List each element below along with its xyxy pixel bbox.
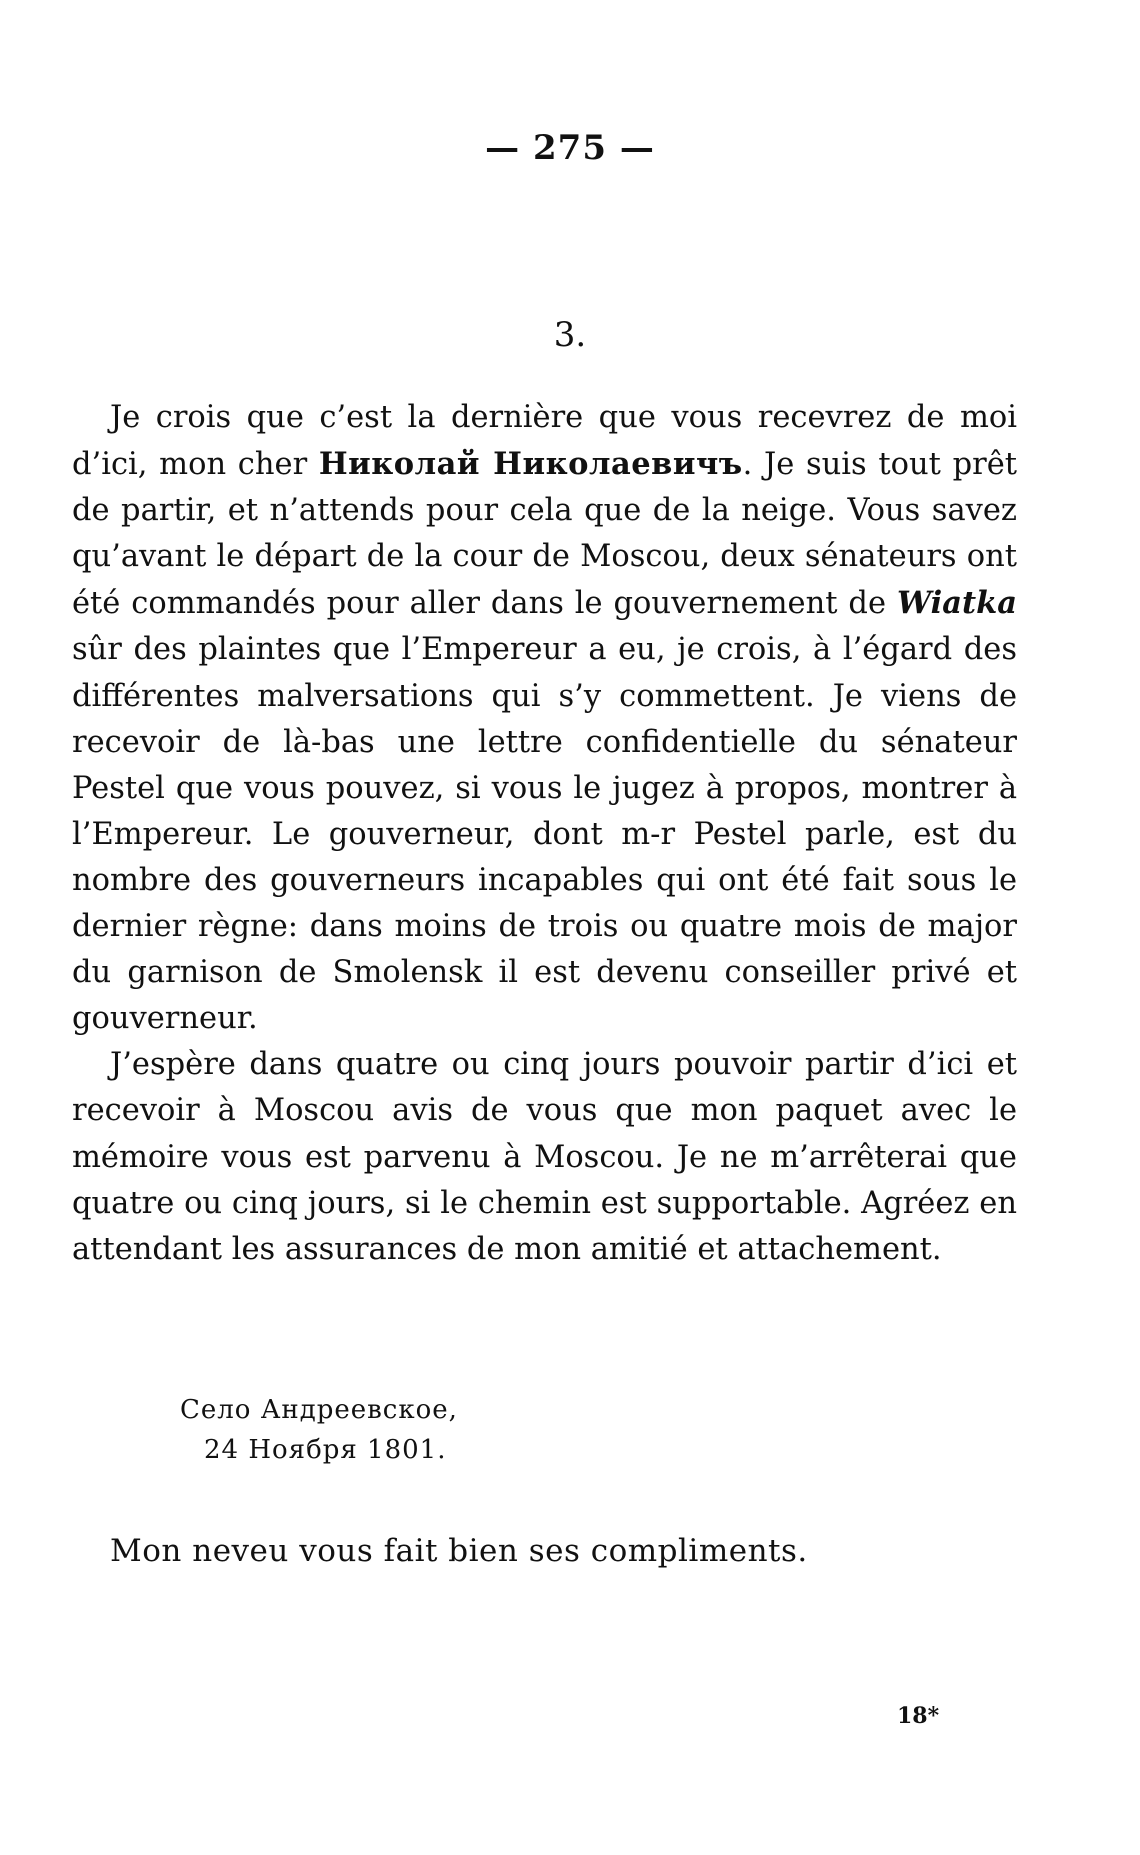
- addressee-name: Николай Николаевичъ: [318, 446, 743, 483]
- paragraph-1-text-a: Je crois que c’est la dernière que vous recevrez de moi d’ici, mon cher: [72, 400, 1017, 483]
- paragraph-1-text-c: sûr des plaintes que l’Empereur a eu, je crois, à l’égard des différentes malversations qui s’y commettent. Je viens de recevoir de là-bas une lettre confidentielle du sénateur Pestel que vous pouvez, si vous le jugez à propos, montrer à l’Empereur. Le gouverneur, dont m-r Pestel parle, est du nombre des gouverneurs incapables qui ont été fait sous le dernier règne: dans moins de trois ou quatre mois de major du garnison de Smolensk il est devenu conseiller privé et gouverneur.: [72, 632, 1017, 1037]
- signature-mark: 18*: [897, 1703, 940, 1729]
- dateline-date: 24 Ноября 1801.: [204, 1435, 447, 1465]
- dateline-place: Село Андреевское,: [180, 1395, 458, 1425]
- place-name-wiatka: Wiatka: [896, 585, 1017, 622]
- paragraph-1-text-b: . Je suis tout prêt de partir, et n’attends pour cela que de la neige. Vous savez qu’avant le départ de la cour de Moscou, deux sénateurs ont été commandés pour aller dans le gouvernement de: [72, 447, 1018, 622]
- letter-number: 3.: [553, 315, 587, 355]
- letter-paragraph-2: J’espère dans quatre ou cinq jours pouvoir partir d’ici et recevoir à Moscou avis de vous que mon paquet avec le mémoire vous est parvenu à Moscou. Je ne m’arrêterai que quatre ou cinq jours, si le chemin est supportable. Agréez en attendant les assurances de mon amitié et attachement.: [72, 1047, 1017, 1267]
- dateline: [180, 1390, 458, 1470]
- page-number: — 275 —: [485, 128, 655, 168]
- postscript: Mon neveu vous fait bien ses compliments.: [110, 1533, 808, 1569]
- letter-paragraph-1: [72, 395, 1017, 1042]
- letter-body: [72, 395, 1017, 1273]
